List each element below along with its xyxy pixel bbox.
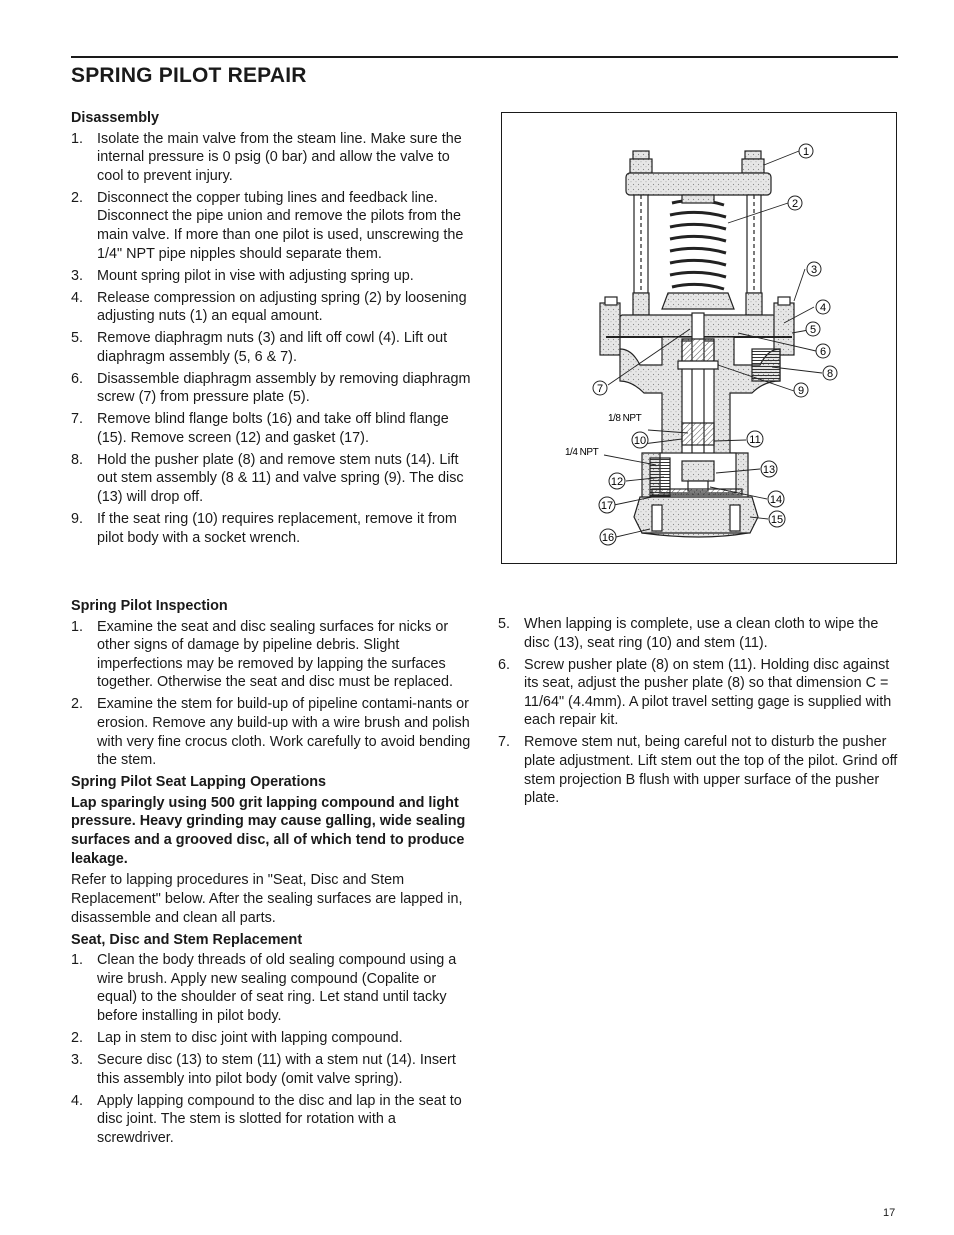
- callout-9: [794, 383, 808, 397]
- npt-label-small: 1/8 NPT: [608, 413, 642, 424]
- svg-text:15: 15: [770, 514, 784, 526]
- svg-text:3: 3: [810, 264, 818, 276]
- svg-text:13: 13: [762, 464, 776, 476]
- callout-7: [593, 381, 607, 395]
- svg-text:7: 7: [596, 383, 604, 395]
- list-item: 9. If the seat ring (10) requires replacement, remove it from pilot body with a socket wrench.: [71, 511, 457, 546]
- list-item: 5. Remove diaphragm nuts (3) and lift off cowl (4). Lift out diaphragm assembly (5, 6 & 7).: [71, 330, 448, 365]
- svg-text:6: 6: [819, 346, 827, 358]
- list-item: 1. Isolate the main valve from the steam line. Make sure the internal pressure is 0 psig (0 bar) and allow the valve to cool to prevent injury.: [71, 130, 462, 184]
- replacement-heading: Seat, Disc and Stem Replacement: [71, 931, 303, 948]
- list-item: 2. Examine the stem for build-up of pipeline contami-nants or erosion. Remove any build-up with a wire brush and polish with very fine crocus cloth. Work carefully to avoid bending the stem.: [71, 696, 471, 769]
- callout-15: [769, 511, 785, 527]
- list-item: 1. Clean the body threads of old sealing compound using a wire brush. Apply new sealing compound (Copalite or equal) to the shoulder of seat ring. Let stand until tacky before installing in pilot body.: [71, 952, 457, 1025]
- list-item: 5. When lapping is complete, use a clean cloth to wipe the disc (13), seat ring (10) and stem (11).: [498, 616, 879, 651]
- callout-11: [747, 431, 763, 447]
- list-item: 3. Secure disc (13) to stem (11) with a stem nut (14). Insert this assembly into pilot body (omit valve spring).: [71, 1052, 456, 1087]
- inspection-heading: Spring Pilot Inspection: [71, 598, 228, 614]
- replacement-list-continued: [498, 615, 898, 808]
- lapping-heading: Spring Pilot Seat Lapping Operations: [71, 774, 327, 791]
- list-item: 6. Disassemble diaphragm assembly by removing diaphragm screw (7) from pressure plate (5).: [71, 370, 471, 406]
- callout-5: [806, 322, 820, 336]
- list-item: 2. Lap in stem to disc joint with lapping compound.: [71, 1030, 403, 1047]
- svg-text:2: 2: [791, 198, 799, 210]
- callout-16: [600, 529, 616, 545]
- npt-labels: [565, 413, 642, 458]
- callout-4: [816, 300, 830, 314]
- spring-pilot-figure: [501, 112, 897, 564]
- svg-text:12: 12: [610, 476, 624, 488]
- callout-1: [799, 144, 813, 158]
- callout-3: [807, 262, 821, 276]
- inspection-section: [71, 597, 476, 1151]
- list-item: 1. Examine the seat and disc sealing surfaces for nicks or other signs of damage by pipeline debris. Slight imperfections may be removed by lapping the surfaces together. Otherwise the seat and disc must be replaced.: [71, 618, 453, 691]
- callout-6: [816, 344, 830, 358]
- lapping-text: Refer to lapping procedures in "Seat, Disc and Stem Replacement" below. After the sealing surfaces are lapped in, disassemble and clean all parts.: [71, 872, 463, 926]
- disassembly-section: [71, 109, 476, 551]
- svg-text:8: 8: [826, 368, 834, 380]
- svg-text:4: 4: [819, 302, 827, 314]
- list-item: 3. Mount spring pilot in vise with adjusting spring up.: [71, 267, 414, 284]
- svg-text:16: 16: [601, 532, 615, 544]
- spring-pilot-diagram: [502, 113, 898, 565]
- list-item: 2. Disconnect the copper tubing lines and feedback line. Disconnect the pipe union and remove the pilots from the main valve. If more than one pilot is used, unscrewing the 1/4" NPT pipe nipples should separate them.: [71, 189, 464, 262]
- disassembly-list: [71, 130, 476, 548]
- svg-text:9: 9: [797, 385, 805, 397]
- page-number: 17: [883, 1207, 896, 1219]
- svg-text:1: 1: [802, 146, 810, 158]
- replacement-continued: [498, 615, 898, 811]
- lapping-warning: Lap sparingly using 500 grit lapping compound and light pressure. Heavy grinding may cause galling, wide sealing surfaces and a grooved disc, all of which tend to produce leakage.: [71, 794, 466, 867]
- list-item: 7. Remove blind flange bolts (16) and take off blind flange (15). Remove screen (12) and gasket (17).: [71, 411, 449, 446]
- valve-drawing: [600, 151, 794, 537]
- callout-14: [768, 491, 784, 507]
- callout-10: [632, 432, 648, 448]
- header-rule: [71, 56, 898, 58]
- svg-text:10: 10: [633, 435, 647, 447]
- disassembly-heading: Disassembly: [71, 110, 159, 126]
- list-item: 4. Apply lapping compound to the disc and lap in the seat to disc joint. The stem is slotted for rotation with a screwdriver.: [71, 1092, 462, 1146]
- svg-text:14: 14: [769, 494, 783, 506]
- callout-8: [823, 366, 837, 380]
- page-title: SPRING PILOT REPAIR: [71, 64, 307, 87]
- svg-text:11: 11: [749, 434, 761, 446]
- callout-13: [761, 461, 777, 477]
- list-item: 7. Remove stem nut, being careful not to disturb the pusher plate adjustment. Lift stem out the top of the pilot. Grind off stem projection B flush with upper surface of the pusher plate.: [498, 734, 898, 807]
- callout-12: [609, 473, 625, 489]
- callout-2: [788, 196, 802, 210]
- list-item: 4. Release compression on adjusting spring (2) by loosening adjusting nuts (1) an equal amount.: [71, 289, 467, 325]
- npt-label-large: 1/4 NPT: [565, 447, 599, 458]
- replacement-list: [71, 951, 476, 1147]
- inspection-list: [71, 618, 476, 770]
- svg-text:17: 17: [600, 500, 614, 512]
- list-item: 8. Hold the pusher plate (8) and remove stem nuts (14). Lift out stem assembly (8 & 11) and valve spring (9). The disc (13) will drop off.: [71, 451, 464, 506]
- svg-text:5: 5: [809, 324, 817, 336]
- list-item: 6. Screw pusher plate (8) on stem (11). Holding disc against its seat, adjust the pusher plate (8) so that dimension C = 11/64" (4.4mm). A pilot travel setting gage is supplied with each repair kit.: [498, 656, 892, 729]
- callout-17: [599, 497, 615, 513]
